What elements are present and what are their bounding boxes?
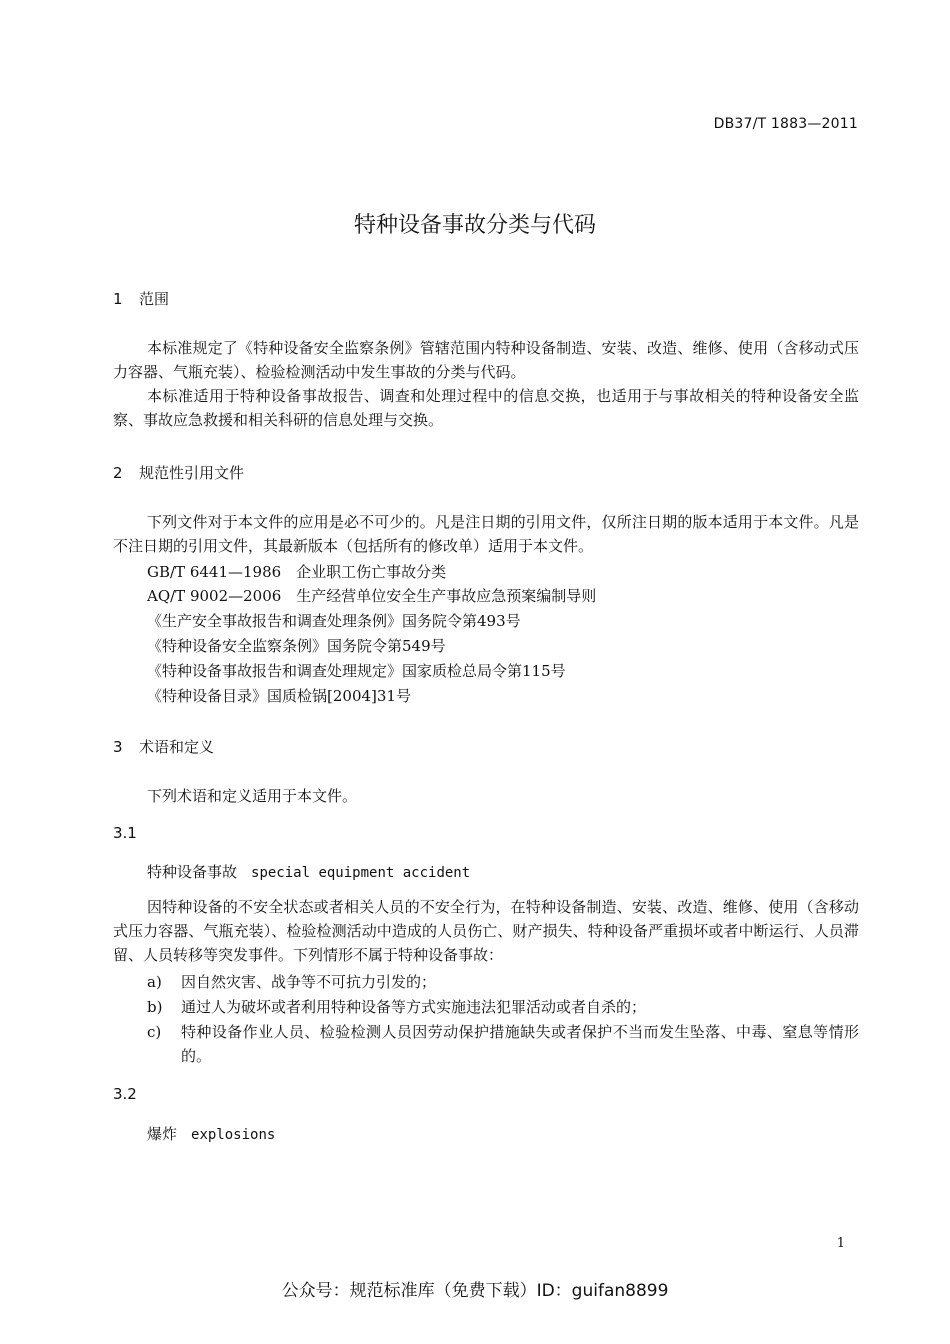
term-english: explosions — [191, 1127, 276, 1143]
term-entry — [147, 1123, 275, 1144]
section-1-paragraph-2: 本标准适用于特种设备事故报告、调查和处理过程中的信息交换，也适用于与事故相关的特种设备安全监察、事故应急救援和相关科研的信息处理与交换。 — [113, 387, 859, 429]
document-title: 特种设备事故分类与代码 — [353, 213, 596, 238]
section-title: 术语和定义 — [139, 738, 215, 756]
list-label: b) — [147, 998, 163, 1016]
page-number: 1 — [836, 1236, 845, 1251]
reference-item: GB/T 6441—1986 企业职工伤亡事故分类 — [147, 563, 447, 581]
list-item — [147, 995, 859, 1019]
footer-watermark-text: 公众号：规范标准库（免费下载）ID：guifan8899 — [281, 1281, 669, 1301]
list-label: a) — [147, 973, 162, 991]
reference-item: 《特种设备目录》国质检锅[2004]31号 — [147, 687, 411, 705]
term-chinese: 爆炸 — [147, 1125, 178, 1143]
standard-code: DB37/T 1883—2011 — [713, 116, 858, 132]
term-number: 3.1 — [113, 824, 137, 842]
section-number: 3 — [113, 738, 123, 756]
section-2-paragraph-1: 下列文件对于本文件的应用是必不可少的。凡是注日期的引用文件，仅所注日期的版本适用于本文件。凡是不注日期的引用文件，其最新版本（包括所有的修改单）适用于本文件。 — [113, 513, 859, 555]
section-title: 范围 — [139, 290, 170, 308]
term-chinese: 特种设备事故 — [147, 863, 238, 881]
section-number: 1 — [113, 290, 123, 308]
reference-item: AQ/T 9002—2006 生产经营单位安全生产事故应急预案编制导则 — [147, 587, 597, 605]
reference-item: 《生产安全事故报告和调查处理条例》国务院令第493号 — [147, 612, 521, 630]
section-1-heading — [113, 288, 169, 309]
section-3-paragraph-1: 下列术语和定义适用于本文件。 — [147, 787, 358, 805]
term-entry — [147, 861, 470, 882]
list-text: 特种设备作业人员、检验检测人员因劳动保护措施缺失或者保护不当而发生坠落、中毒、窒息等情形的。 — [181, 1023, 859, 1065]
section-3-heading — [113, 736, 214, 757]
list-text: 通过人为破坏或者利用特种设备等方式实施违法犯罪活动或者自杀的； — [181, 998, 647, 1016]
list-label: c) — [147, 1023, 162, 1041]
section-2-heading — [113, 462, 244, 483]
reference-item: 《特种设备事故报告和调查处理规定》国家质检总局令第115号 — [147, 662, 566, 680]
term-definition: 因特种设备的不安全状态或者相关人员的不安全行为，在特种设备制造、安装、改造、维修、使用（含移动式压力容器、气瓶充装）、检验检测活动中造成的人员伤亡、财产损失、特种设备严重损坏或者中断运行、人员滞留、人员转移等突发事件。下列情形不属于特种设备事故： — [113, 898, 859, 964]
section-1-paragraph-1: 本标准规定了《特种设备安全监察条例》管辖范围内特种设备制造、安装、改造、维修、使用（含移动式压力容器、气瓶充装）、检验检测活动中发生事故的分类与代码。 — [113, 339, 859, 381]
section-number: 2 — [113, 464, 123, 482]
list-item — [147, 1020, 859, 1068]
list-item — [147, 970, 859, 994]
term-number: 3.2 — [113, 1085, 137, 1103]
section-title: 规范性引用文件 — [139, 464, 245, 482]
list-text: 因自然灾害、战争等不可抗力引发的； — [181, 973, 437, 991]
term-english: special equipment accident — [251, 865, 471, 881]
reference-item: 《特种设备安全监察条例》国务院令第549号 — [147, 637, 446, 655]
